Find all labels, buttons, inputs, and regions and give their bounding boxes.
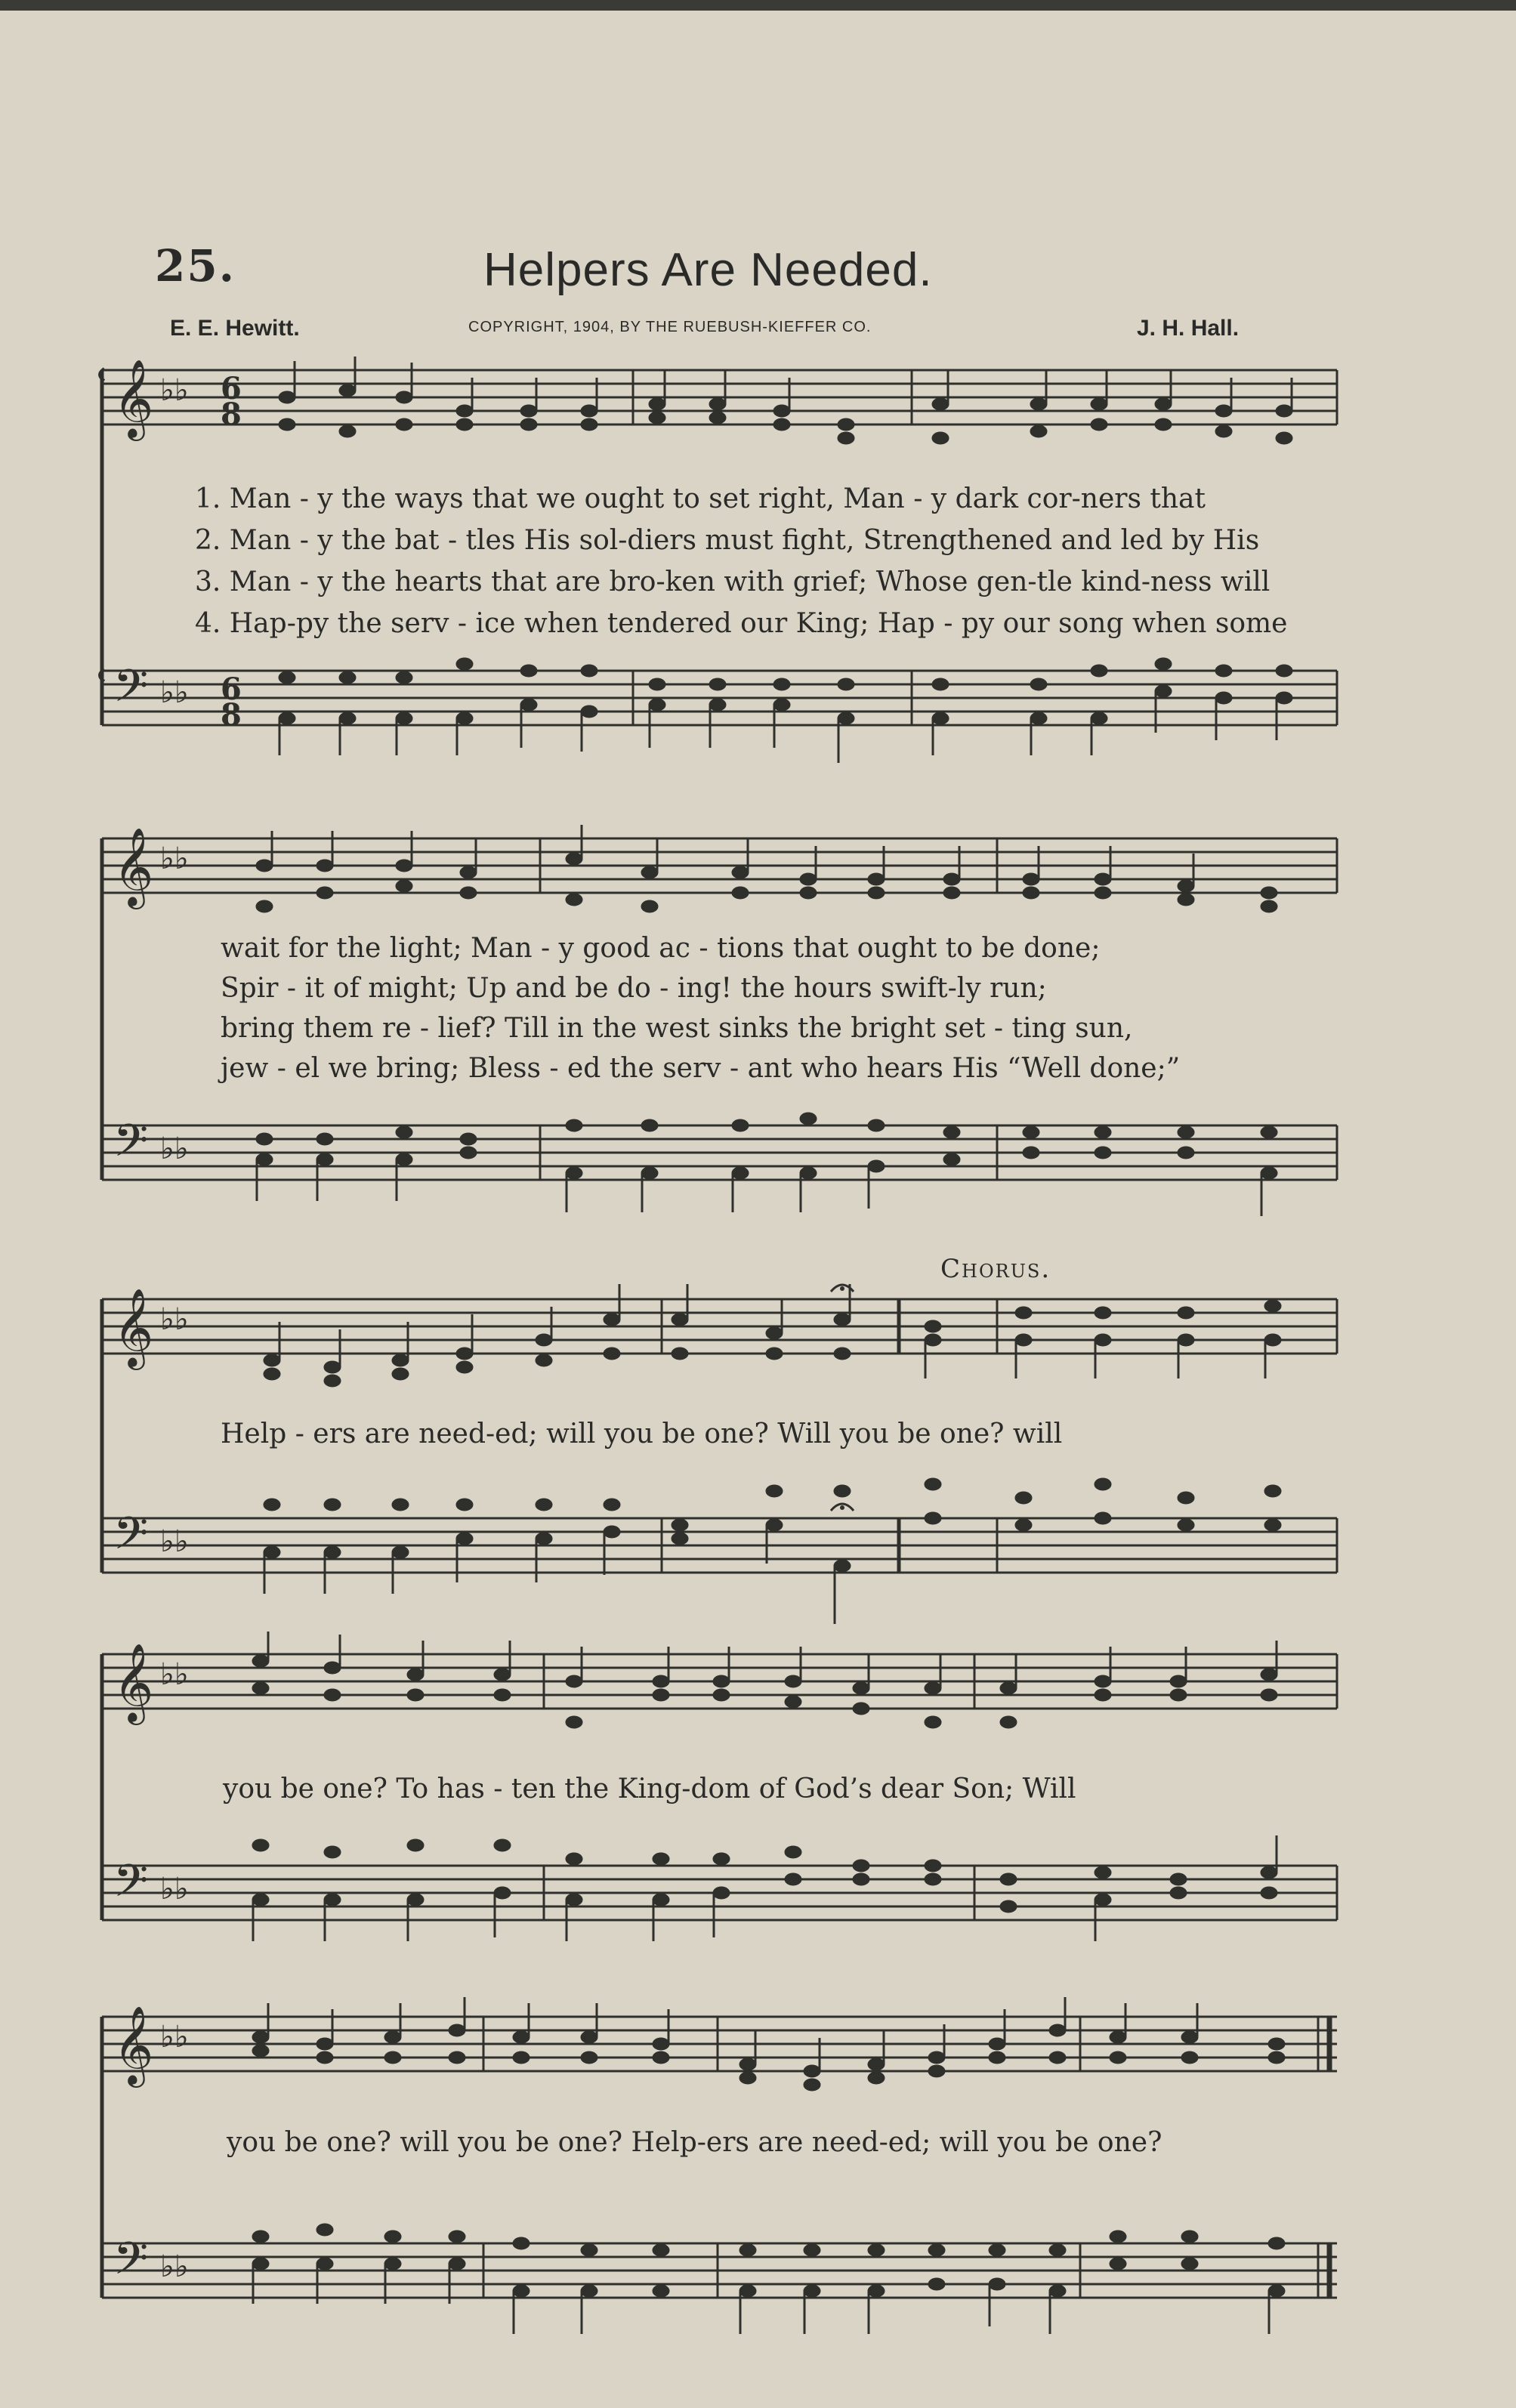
svg-text:𝄞: 𝄞 [113,2005,154,2085]
svg-text:𝄞: 𝄞 [113,359,154,438]
svg-text:𝄢: 𝄢 [113,1854,149,1918]
chorus-line: you be one? To has - ten the King-dom of God’s dear Son; Will [223,1774,1076,1804]
svg-text:𝄞: 𝄞 [113,1288,154,1367]
hymn-number: 25. [155,240,236,292]
lyricist-credit: E. E. Hewitt. [170,316,300,341]
music-system [0,1632,1516,1994]
composer-credit: J. H. Hall. [1137,316,1240,341]
verse-line: bring them re - lief? Till in the west sinks the bright set - ting sun, [221,1013,1133,1044]
verse-line: wait for the light; Man - y good ac - tions that ought to be done; [221,933,1101,964]
staff-notation [0,1632,1516,1994]
chorus-label: Chorus. [940,1254,1051,1284]
chorus-line: you be one? will you be one? Help-ers are need-ed; will you be one? [227,2127,1162,2158]
verse-line: 1. Man - y the ways that we ought to set right, Man - y dark cor-ners that [195,483,1206,514]
music-system [0,823,1516,1231]
svg-text:♭♭: ♭♭ [160,1302,189,1337]
svg-text:♭♭: ♭♭ [160,2020,189,2055]
svg-text:♭♭: ♭♭ [160,1657,189,1692]
verse-line: 4. Hap-py the serv - ice when tendered our King; Hap - py our song when some [195,608,1288,639]
verse-line: Spir - it of might; Up and be do - ing! the hours swift-ly run; [221,973,1047,1004]
svg-text:𝄞: 𝄞 [113,827,154,906]
svg-text:♭♭: ♭♭ [160,373,189,408]
staff-notation [0,1994,1516,2387]
svg-text:♭♭: ♭♭ [160,1524,189,1559]
svg-text:♭♭: ♭♭ [160,841,189,876]
hymn-title: Helpers Are Needed. [483,244,933,296]
svg-text:♭♭: ♭♭ [160,675,189,710]
svg-text:𝄢: 𝄢 [113,2232,149,2295]
svg-text:𝄢: 𝄢 [113,1114,149,1178]
verse-line: 3. Man - y the hearts that are bro-ken with grief; Whose gen-tle kind-ness will [195,566,1271,597]
music-system [0,1994,1516,2387]
svg-text:♭♭: ♭♭ [160,1131,189,1166]
svg-text:𝄞: 𝄞 [113,1643,154,1722]
svg-text:𝄢: 𝄢 [113,1507,149,1570]
svg-text:8: 8 [221,397,242,432]
copyright-notice: COPYRIGHT, 1904, BY THE RUEBUSH-KIEFFER CO. [468,319,872,335]
svg-text:♭♭: ♭♭ [160,1872,189,1906]
svg-text:8: 8 [221,697,242,733]
svg-text:6: 6 [221,671,242,707]
music-system [0,1239,1516,1647]
hymn-header [0,0,1516,363]
svg-text:6: 6 [221,371,242,406]
music-system [0,355,1516,778]
verse-line: jew - el we bring; Bless - ed the serv - ant who hears His “Well done;” [221,1053,1181,1084]
svg-text:♭♭: ♭♭ [160,2249,189,2284]
chorus-line: Help - ers are need-ed; will you be one? Will you be one? will [221,1419,1063,1449]
verse-line: 2. Man - y the bat - tles His sol-diers must fight, Strengthened and led by His [195,525,1260,556]
svg-text:𝄢: 𝄢 [113,659,149,723]
